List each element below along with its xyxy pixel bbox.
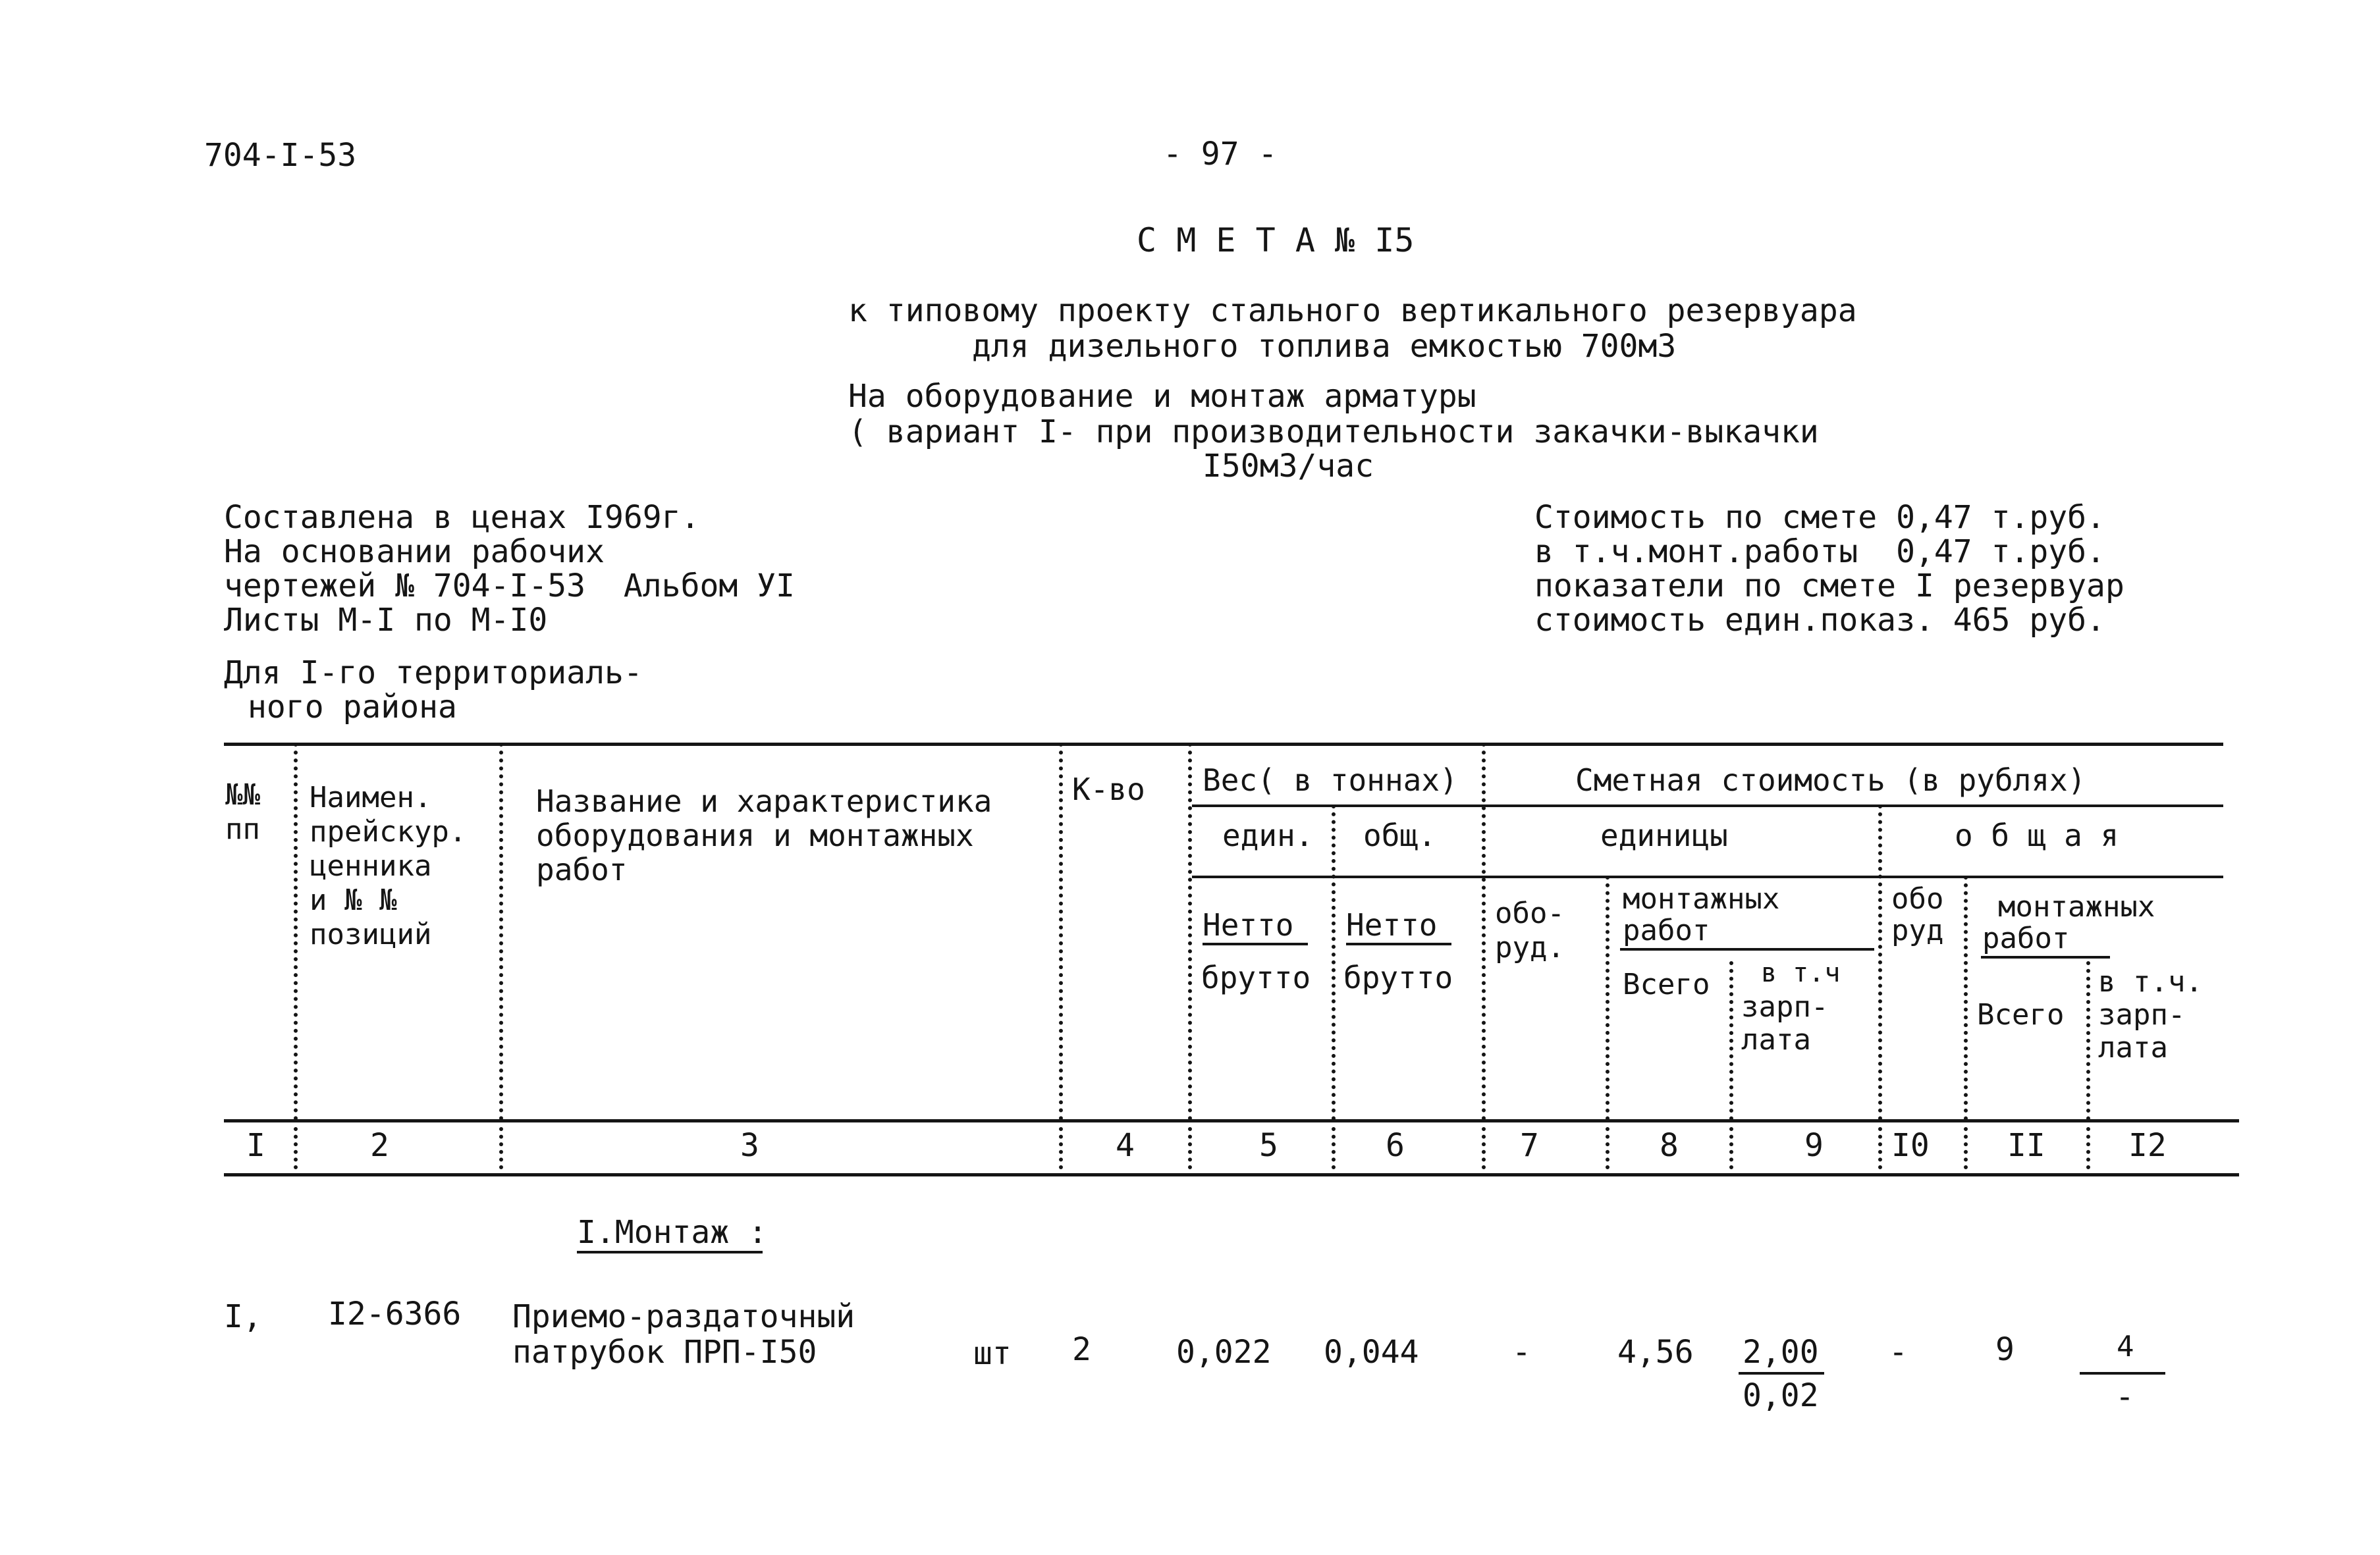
- row-1-equip-total: -: [1889, 1334, 1908, 1371]
- num-divider-7: [1606, 1127, 1609, 1169]
- row-1-weight-total: 0,044: [1324, 1334, 1419, 1371]
- col-number-8: 8: [1660, 1127, 1679, 1164]
- row-1-qty: 2: [1072, 1331, 1091, 1368]
- col-number-4: 4: [1116, 1127, 1135, 1164]
- title-line-3: На оборудование и монтаж арматуры: [848, 378, 1476, 415]
- header-incl-unit-3: лата: [1741, 1023, 1811, 1057]
- divider-col3: [1059, 743, 1063, 1120]
- divider-col1: [294, 743, 298, 1120]
- header-unit-group: единицы: [1600, 818, 1728, 853]
- divider-col4: [1188, 743, 1192, 1120]
- col-number-2: 2: [370, 1127, 389, 1164]
- col-number-11: II: [2007, 1127, 2045, 1164]
- header-rule-weight-cost: [1192, 804, 2223, 807]
- page-number: - 97 -: [1163, 136, 1278, 172]
- info-left-1: Составлена в ценах I969г.: [224, 499, 700, 536]
- header-mount-unit-1: монтажных: [1623, 882, 1780, 916]
- header-bottom-rule: [224, 1119, 2239, 1122]
- netto-total-underline: [1346, 943, 1451, 945]
- row-1-mount-unit-all: 4,56: [1617, 1334, 1694, 1371]
- header-all-unit: Всего: [1623, 968, 1710, 1001]
- header-col3-line3: работ: [536, 852, 628, 887]
- row-1-fraction-line: [1739, 1372, 1824, 1375]
- num-divider-4: [1188, 1127, 1192, 1169]
- info-right-4: стоимость един.показ. 465 руб.: [1534, 602, 2105, 639]
- header-weight-unit: един.: [1222, 818, 1314, 853]
- divider-col5: [1332, 804, 1336, 1120]
- num-divider-9: [1878, 1127, 1882, 1169]
- header-col2-line3: ценника: [310, 849, 432, 883]
- header-col1-line1: №№: [225, 778, 260, 812]
- title-line-5: I50м3/час: [1203, 448, 1374, 485]
- num-divider-5: [1332, 1127, 1336, 1169]
- header-col2-line1: Наимен.: [310, 781, 432, 814]
- header-mount-total-1: монтажных: [1998, 890, 2155, 924]
- divider-col11: [2086, 961, 2090, 1120]
- info-left-3: чертежей № 704-I-53 Альбом УI: [224, 567, 795, 604]
- header-brutto-total: брутто: [1343, 960, 1453, 995]
- divider-col2: [499, 743, 503, 1120]
- row-1-total-fraction-line: [2080, 1372, 2165, 1375]
- row-1-mount-unit-incl-sub: 0,02: [1743, 1377, 1819, 1414]
- header-cost: Сметная стоимость (в рублях): [1575, 762, 2086, 798]
- divider-col9: [1878, 804, 1882, 1120]
- header-netto-unit: Нетто: [1203, 907, 1294, 943]
- col-number-7: 7: [1520, 1127, 1539, 1164]
- header-mount-total-2: работ: [1982, 922, 2070, 955]
- num-divider-6: [1482, 1127, 1486, 1169]
- mount-total-underline: [1981, 956, 2110, 959]
- row-1-mount-total-incl: 4: [2117, 1330, 2134, 1363]
- num-divider-2: [499, 1127, 503, 1169]
- header-weight: Вес( в тоннах): [1203, 762, 1458, 798]
- col-number-10: I0: [1891, 1127, 1930, 1164]
- row-1-num: I,: [224, 1298, 262, 1335]
- row-1-code: I2-6366: [328, 1296, 462, 1332]
- divider-col7: [1606, 876, 1609, 1120]
- header-col2-line5: позиций: [310, 918, 432, 951]
- info-left-4: Листы М-I по М-I0: [224, 602, 548, 639]
- header-netto-total: Нетто: [1346, 907, 1438, 943]
- info-right-3: показатели по смете I резервуар: [1534, 567, 2124, 604]
- mount-unit-underline: [1620, 948, 1874, 951]
- title-line-4: ( вариант I- при производительности закачки-выкачки: [848, 413, 1819, 450]
- col-number-6: 6: [1386, 1127, 1405, 1164]
- row-1-unit: шт: [973, 1335, 1012, 1372]
- row-1-name-2: патрубок ПРП-I50: [512, 1334, 817, 1371]
- num-divider-11: [2086, 1127, 2090, 1169]
- title-line-2: для дизельного топлива емкостью 700м3: [972, 328, 1677, 365]
- col-number-12: I2: [2128, 1127, 2167, 1164]
- header-col3-line1: Название и характеристика: [536, 783, 992, 819]
- num-divider-3: [1059, 1127, 1063, 1169]
- region-2: ного района: [248, 689, 457, 725]
- info-right-1: Стоимость по смете 0,47 т.руб.: [1534, 499, 2105, 536]
- row-1-name-1: Приемо-раздаточный: [512, 1298, 855, 1335]
- header-rule-netto-level: [1192, 876, 2223, 878]
- header-incl-unit-2: зарп-: [1741, 990, 1829, 1024]
- header-equip-total-2: руд: [1891, 914, 1944, 947]
- info-right-2: в т.ч.монт.работы 0,47 т.руб.: [1534, 533, 2105, 570]
- divider-col10: [1964, 876, 1968, 1120]
- num-divider-1: [294, 1127, 298, 1169]
- header-all-total: Всего: [1977, 998, 2065, 1032]
- header-total-group: о б щ а я: [1955, 818, 2119, 853]
- table-top-rule: [224, 743, 2223, 746]
- row-1-mount-unit-incl: 2,00: [1743, 1334, 1819, 1371]
- document-code: 704-I-53: [204, 137, 357, 174]
- header-col2-line2: прейскур.: [310, 815, 467, 849]
- title-line-1: к типовому проекту стального вертикального резервуара: [848, 292, 1857, 329]
- header-equip-total-1: обо: [1891, 882, 1944, 916]
- info-left-2: На основании рабочих: [224, 533, 605, 570]
- header-quantity: К-во: [1072, 772, 1145, 807]
- header-incl-unit-1: в т.ч: [1761, 958, 1841, 988]
- header-col3-line2: оборудования и монтажных: [536, 818, 974, 853]
- section-title: I.Монтаж :: [577, 1214, 767, 1251]
- col-number-5: 5: [1259, 1127, 1278, 1164]
- row-1-mount-total-incl-sub: -: [2115, 1379, 2134, 1415]
- col-number-9: 9: [1804, 1127, 1824, 1164]
- divider-col6: [1482, 743, 1486, 1120]
- header-col2-line4: и № №: [310, 883, 397, 917]
- estimate-heading: С М Е Т А № I5: [1137, 221, 1415, 259]
- region-1: Для I-го территориаль-: [224, 654, 643, 691]
- header-equip-unit-2: руд.: [1495, 931, 1565, 964]
- col-number-1: I: [246, 1127, 265, 1164]
- header-brutto-unit: брутто: [1201, 960, 1311, 995]
- col-number-3: 3: [740, 1127, 759, 1164]
- header-weight-total: общ.: [1363, 818, 1436, 853]
- netto-unit-underline: [1203, 943, 1308, 945]
- row-1-weight-unit: 0,022: [1176, 1334, 1272, 1371]
- row-1-mount-total-all: 9: [1995, 1331, 2015, 1368]
- header-mount-unit-2: работ: [1623, 914, 1710, 947]
- header-incl-total-1: в т.ч.: [2098, 965, 2203, 999]
- divider-col8: [1729, 961, 1733, 1120]
- header-col1-line2: пп: [225, 812, 260, 846]
- num-divider-10: [1964, 1127, 1968, 1169]
- col-numbers-bottom-rule: [224, 1173, 2239, 1176]
- header-incl-total-2: зарп-: [2098, 998, 2186, 1032]
- row-1-equip-unit: -: [1512, 1334, 1531, 1371]
- header-equip-unit-1: обо-: [1495, 897, 1565, 930]
- section-title-underline: [577, 1251, 763, 1253]
- num-divider-8: [1729, 1127, 1733, 1169]
- header-incl-total-3: лата: [2098, 1031, 2168, 1065]
